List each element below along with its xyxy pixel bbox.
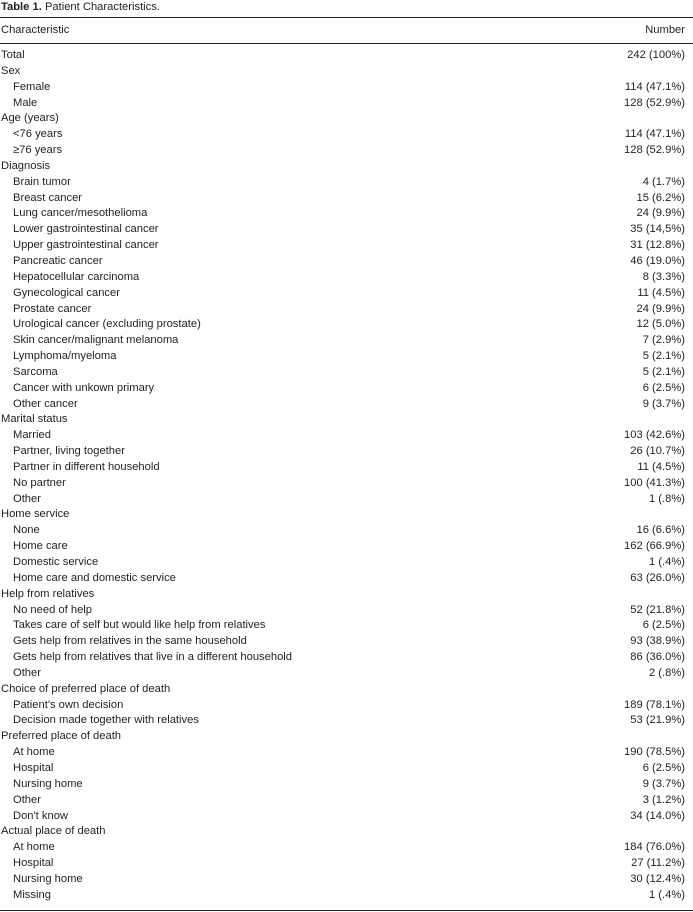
row-value: 5 (2.1%) xyxy=(642,365,685,378)
row-value: 9 (3.7%) xyxy=(642,397,685,410)
row-value: 189 (78.1%) xyxy=(624,698,685,711)
row-value: 53 (21.9%) xyxy=(630,714,685,727)
row-value: 162 (66.9%) xyxy=(624,540,685,553)
row-value: 9 (3.7%) xyxy=(642,777,685,790)
row-value: 103 (42.6%) xyxy=(624,429,685,442)
row-label: Partner, living together xyxy=(13,445,125,458)
table-row xyxy=(0,634,693,650)
row-label: Lung cancer/mesothelioma xyxy=(13,207,148,220)
row-label: Preferred place of death xyxy=(1,730,122,743)
row-label: ≥76 years xyxy=(13,144,63,157)
table-row xyxy=(0,127,693,143)
row-value: 114 (47.1%) xyxy=(624,80,685,93)
table-row xyxy=(0,761,693,777)
column-header-number: Number xyxy=(645,24,685,36)
table-row xyxy=(0,555,693,571)
row-label: Patient's own decision xyxy=(13,698,124,711)
table-row xyxy=(0,302,693,318)
row-value: 27 (11.2%) xyxy=(631,857,685,870)
table-caption-label: Table 1. xyxy=(1,1,42,13)
row-value: 7 (2.9%) xyxy=(642,334,685,347)
table-row xyxy=(0,492,693,508)
row-value: 4 (1.7%) xyxy=(642,175,685,188)
row-label: Nursing home xyxy=(13,777,83,790)
table-section-row xyxy=(0,159,693,175)
table-caption xyxy=(1,0,160,14)
row-label: Lower gastrointestinal cancer xyxy=(13,223,159,236)
row-label: Hospital xyxy=(13,857,54,870)
table-row xyxy=(0,539,693,555)
row-value: 6 (2.5%) xyxy=(642,619,685,632)
table-header-rule xyxy=(0,43,693,44)
table-row xyxy=(0,571,693,587)
row-value: 6 (2.5%) xyxy=(642,381,685,394)
row-value: 86 (36.0%) xyxy=(630,651,685,664)
row-label: Domestic service xyxy=(13,556,99,568)
table-row xyxy=(0,238,693,254)
row-value: 15 (6.2%) xyxy=(636,191,685,204)
row-label: No need of help xyxy=(13,603,92,616)
row-label: Gynecological cancer xyxy=(13,286,120,299)
table-row xyxy=(0,476,693,492)
table-row xyxy=(0,777,693,793)
row-label: At home xyxy=(13,746,55,759)
row-label: Nursing home xyxy=(13,872,83,885)
table-row xyxy=(0,793,693,809)
row-value: 2 (.8%) xyxy=(648,666,685,679)
row-value: 31 (12.8%) xyxy=(630,239,685,252)
table-row xyxy=(0,175,693,191)
row-value: 242 (100%) xyxy=(627,49,685,61)
row-label: Other xyxy=(13,666,41,679)
table-section-row xyxy=(0,729,693,745)
row-label: Sarcoma xyxy=(13,365,58,378)
table-row xyxy=(0,222,693,238)
row-label: Prostate cancer xyxy=(13,302,92,315)
table-row xyxy=(0,286,693,302)
row-value: 93 (38.9%) xyxy=(630,635,685,648)
row-value: 63 (26.0%) xyxy=(630,571,685,584)
table-section-row xyxy=(0,507,693,523)
row-label: Marital status xyxy=(1,413,68,426)
table-row xyxy=(0,650,693,666)
row-label: Takes care of self but would like help from relatives xyxy=(13,619,266,632)
table-section-row xyxy=(0,824,693,840)
row-label: Home care xyxy=(13,540,68,553)
row-label: Hepatocellular carcinoma xyxy=(13,270,140,283)
row-value: 46 (19.0%) xyxy=(630,254,685,267)
table-row xyxy=(0,80,693,96)
table-section-row xyxy=(0,48,693,64)
row-value: 24 (9.9%) xyxy=(636,207,685,220)
row-label: Sex xyxy=(1,64,21,77)
row-label: Pancreatic cancer xyxy=(13,254,103,267)
table-header xyxy=(0,22,693,40)
row-value: 11 (4.5%) xyxy=(637,460,685,473)
table-row xyxy=(0,270,693,286)
row-label: Hospital xyxy=(13,761,54,774)
row-label: Help from relatives xyxy=(1,587,95,600)
row-label: At home xyxy=(13,841,55,854)
table-row xyxy=(0,96,693,112)
table-row xyxy=(0,191,693,207)
table-row xyxy=(0,713,693,729)
row-value: 184 (76.0%) xyxy=(624,841,685,854)
table-row xyxy=(0,603,693,619)
row-label: Age (years) xyxy=(1,112,59,125)
row-label: Other xyxy=(13,793,41,806)
row-label: Missing xyxy=(13,888,51,901)
table-row xyxy=(0,428,693,444)
row-label: Other cancer xyxy=(13,397,78,410)
table-row xyxy=(0,397,693,413)
row-value: 114 (47.1%) xyxy=(624,128,685,141)
table-row xyxy=(0,365,693,381)
table-row xyxy=(0,618,693,634)
row-label: Upper gastrointestinal cancer xyxy=(13,239,159,252)
row-label: Cancer with unkown primary xyxy=(13,381,155,394)
table-row xyxy=(0,460,693,476)
table-body xyxy=(0,48,693,904)
table-row xyxy=(0,745,693,761)
row-value: 30 (12.4%) xyxy=(630,872,685,885)
row-label: Gets help from relatives that live in a different household xyxy=(13,651,293,664)
row-value: 6 (2.5%) xyxy=(642,761,685,774)
table-row xyxy=(0,381,693,397)
row-value: 1 (.8%) xyxy=(648,492,685,505)
table-row xyxy=(0,254,693,270)
row-value: 5 (2.1%) xyxy=(642,350,685,363)
table-row xyxy=(0,523,693,539)
row-label: Total xyxy=(1,49,25,61)
table-row xyxy=(0,317,693,333)
row-value: 128 (52.9%) xyxy=(624,96,685,109)
table-row xyxy=(0,143,693,159)
row-value: 11 (4.5%) xyxy=(637,286,685,299)
table-bottom-rule xyxy=(0,910,693,911)
table-row xyxy=(0,349,693,365)
row-label: Male xyxy=(13,96,38,109)
row-label: Actual place of death xyxy=(1,825,106,838)
table-row xyxy=(0,666,693,682)
row-label: Married xyxy=(13,429,51,442)
table-top-rule xyxy=(0,17,693,18)
row-value: 1 (.4%) xyxy=(648,556,685,568)
row-value: 8 (3.3%) xyxy=(642,270,685,283)
table-section-row xyxy=(0,111,693,127)
row-label: None xyxy=(13,524,40,537)
row-value: 128 (52.9%) xyxy=(624,144,685,157)
table-row xyxy=(0,206,693,222)
table-row xyxy=(0,872,693,888)
row-value: 100 (41.3%) xyxy=(624,476,685,489)
row-value: 34 (14.0%) xyxy=(630,809,685,822)
row-label: Brain tumor xyxy=(13,175,71,188)
row-label: No partner xyxy=(13,476,66,489)
row-label: Diagnosis xyxy=(1,159,51,172)
row-label: Choice of preferred place of death xyxy=(1,682,171,695)
row-label: Don't know xyxy=(13,809,68,822)
row-value: 12 (5.0%) xyxy=(636,318,685,331)
row-value: 190 (78.5%) xyxy=(624,746,685,759)
table-row xyxy=(0,856,693,872)
row-value: 35 (14,5%) xyxy=(630,223,685,236)
row-label: Breast cancer xyxy=(13,191,83,204)
table-row xyxy=(0,888,693,904)
table-row xyxy=(0,444,693,460)
row-value: 52 (21.8%) xyxy=(630,603,685,616)
row-label: Female xyxy=(13,80,51,93)
row-label: Partner in different household xyxy=(13,460,160,473)
table-section-row xyxy=(0,412,693,428)
table-row xyxy=(0,333,693,349)
table-caption-title: Patient Characteristics. xyxy=(44,1,160,13)
table-section-row xyxy=(0,587,693,603)
row-label: Gets help from relatives in the same household xyxy=(13,635,247,648)
table-row xyxy=(0,840,693,856)
row-label: Home care and domestic service xyxy=(13,571,176,584)
row-label: Decision made together with relatives xyxy=(13,714,199,727)
row-label: Lymphoma/myeloma xyxy=(13,350,117,363)
row-value: 26 (10.7%) xyxy=(630,445,685,458)
row-label: Home service xyxy=(1,508,70,521)
row-value: 3 (1.2%) xyxy=(642,793,685,806)
row-label: <76 years xyxy=(13,128,63,141)
column-header-characteristic: Characteristic xyxy=(1,24,70,36)
row-value: 16 (6.6%) xyxy=(636,524,685,537)
row-label: Other xyxy=(13,492,41,505)
row-label: Urological cancer (excluding prostate) xyxy=(13,318,201,331)
row-value: 24 (9.9%) xyxy=(636,302,685,315)
table-section-row xyxy=(0,682,693,698)
table-row xyxy=(0,809,693,825)
row-label: Skin cancer/malignant melanoma xyxy=(13,334,179,347)
table-row xyxy=(0,698,693,714)
table-section-row xyxy=(0,64,693,80)
row-value: 1 (.4%) xyxy=(648,888,685,901)
